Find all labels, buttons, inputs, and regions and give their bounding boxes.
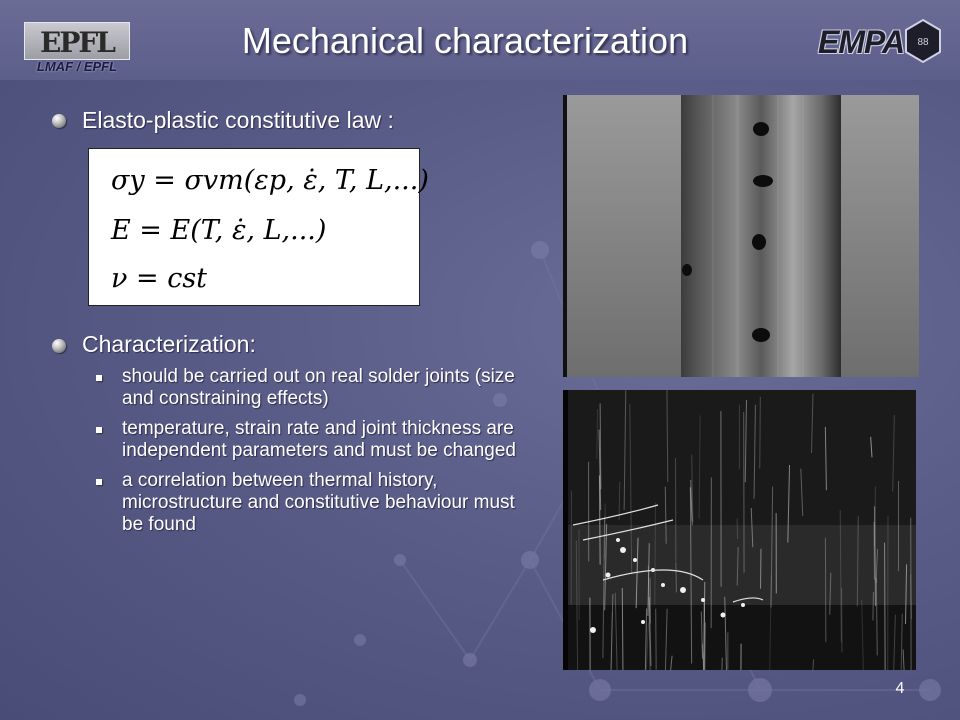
characterization-sub-bullets bbox=[94, 366, 524, 544]
square-bullet-icon bbox=[96, 427, 102, 433]
sub-bullet-text: temperature, strain rate and joint thickness are independent parameters and must be changed bbox=[122, 418, 516, 461]
bullet-sphere-icon bbox=[52, 339, 66, 353]
slide-header bbox=[0, 0, 960, 80]
empa-logo-badge: 88 bbox=[917, 37, 929, 48]
epfl-logo bbox=[24, 22, 130, 78]
sub-bullet-item bbox=[94, 366, 524, 410]
specimen-photo bbox=[563, 95, 919, 377]
epfl-logo-text: EPFL bbox=[40, 26, 114, 59]
equation-box bbox=[88, 148, 429, 306]
micrograph-photo bbox=[563, 390, 916, 670]
bullet-characterization: Characterization: bbox=[82, 331, 256, 357]
equation-yield-stress: σy = σvm(εp, ε̇, T, L,...) bbox=[111, 165, 429, 196]
sub-bullet-item bbox=[94, 418, 524, 462]
slide-title: Mechanical characterization bbox=[241, 20, 689, 61]
sub-bullet-text: should be carried out on real solder joints (size and constraining effects) bbox=[122, 366, 515, 409]
equation-poisson-ratio: ν = cst bbox=[111, 263, 208, 294]
square-bullet-icon bbox=[96, 479, 102, 485]
empa-hexagon-icon bbox=[904, 18, 942, 64]
square-bullet-icon bbox=[96, 375, 102, 381]
empa-logo-text: EMPA bbox=[818, 24, 905, 60]
bullet-sphere-icon bbox=[52, 114, 66, 128]
equation-young-modulus: E = E(T, ε̇, L,...) bbox=[111, 215, 327, 246]
page-number: 4 bbox=[895, 680, 905, 697]
epfl-logo-caption: LMAF / EPFL bbox=[36, 59, 118, 74]
empa-logo bbox=[818, 18, 942, 64]
sub-bullet-item bbox=[94, 470, 524, 536]
sub-bullet-text: a correlation between thermal history, microstructure and constitutive behaviour must be found bbox=[122, 470, 515, 535]
bullet-elasto-plastic-law: Elasto-plastic constitutive law : bbox=[82, 107, 394, 133]
